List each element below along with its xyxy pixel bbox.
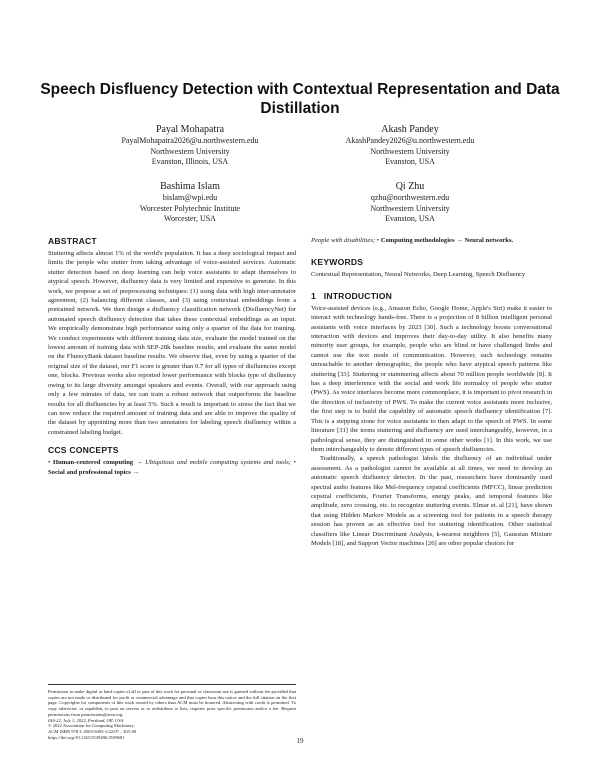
ccs-concepts-right: People with disabilities; • Computing methodologies → Neural networks. (311, 237, 514, 244)
author-affiliation: Northwestern University (150, 146, 230, 156)
author-1 (100, 123, 280, 168)
ccs-concepts-left: • Human-centered computing → Ubiquitous and mobile computing systems and tools; • Social and professional topics → (48, 459, 296, 476)
author-location: Evanston, USA (385, 214, 435, 223)
ccs-item-3-detail: Neural networks. (464, 237, 514, 244)
copyright-text: © 2022 Association for Computing Machinery. (48, 723, 135, 729)
author-2 (320, 123, 500, 168)
author-name: Payal Mohapatra (155, 124, 225, 135)
author-location: Evanston, Illinois, USA (151, 157, 229, 166)
keywords-text: Contextual Representation, Neural Networks, Deep Learning, Speech Disfluency (311, 271, 526, 279)
permission-text: Permission to make digital or hard copies of all or part of this work for personal or classroom use is granted without fee provided that copies are not made or distributed for profit or commercial advantage and that copies bear this notice and the full citation on the first page. Copyrights for components of this work owned by others than ACM must be honored. Abstracting with credit is permitted. To copy otherwise, or republish, to post on servers or to redistribute to lists, requires prior specific permission and/or a fee. Request permissions from permissions@acm.org. (48, 689, 296, 717)
author-email[interactable]: qzhu@northwestern.edu (370, 193, 450, 202)
page-number: 19 (296, 737, 304, 745)
isbn-text: ACM ISBN 978-1-4503-9403-1/22/07... $15.00 (48, 728, 137, 734)
author-name: Bashima Islam (160, 181, 220, 192)
author-affiliation: Northwestern University (370, 146, 450, 156)
introduction-paragraph-1: Voice-assisted devices (e.g., Amazon Echo, Google Home, Apple's Siri) make it easier to interact with technology hands-free. There is a projection of 8 billion intelligent personal assistants with voice interfaces by 2023 [30]. Such a technology boosts conversational interaction with devices and improves their day-to-day utility. It also benefits many minority user groups, for example, people who are blind or have challenged limbs and cannot use the text mode of communication. However, such technology remains unreachable to another demographic, the people who have atypical speech patterns like stuttering [33]. Stuttering or stammering affects about 70 million people worldwide [8]. It has a deep interference with the social and work life normalcy of people who stutter (PWS). As voice interfaces become more commonplace, it is important to pivot research in the direction of inclusivity of PWS. To make the current voice assistants more inclusive, the first step is to build the capability of automatic speech disfluency identification [7]. This is a stepping stone for voice assistants to then adapt to the speech of PWS. In some literature [31] the terms stuttering and disfluency are used interchangeably, however, in a pathological sense, they are distinguished in some other works [1]. In this work, we use them interchangeably to denote different types of speech disfluencies. (311, 304, 552, 453)
left-column (48, 236, 296, 477)
author-name: Akash Pandey (381, 124, 439, 135)
permission-footnote (48, 684, 296, 740)
author-3 (100, 180, 280, 225)
introduction-paragraph-2: Traditionally, a speech pathologist labels the disfluency of an individual under assessment. As a pathologist cannot be available at all times, we need to develop an automatic speech disfluency detector. In the past, researchers have dominantly used spectral audio features like Mel-frequency cepstral coefficients (MFCC), linear prediction cepstral coefficients, Fourier Transforms, energy peaks, and temporal features like amplitude, zero crossing, etc. to recognize stuttering events. Elmar et. al [21], have shown that using Hidden Markov Models as a screening tool for patients in a speech therapy session has proven as an effective tool for stuttering identification. Other statistical classifiers like Linear Discriminant Analysis, k-nearest neighbors [5], Gaussian Mixture Models [18], and Support Vector machines [26] are other popular choices for (311, 455, 552, 547)
author-affiliation: Northwestern University (370, 203, 450, 213)
ccs-item-1-detail: Ubiquitous and mobile computing systems and tools; (145, 459, 292, 467)
author-location: Worcester, USA (164, 214, 216, 223)
ccs-item-2-detail: People with disabilities; (311, 237, 376, 244)
author-email[interactable]: AkashPandey2026@u.northwestern.edu (345, 136, 475, 145)
venue-text: IAS-22, July 1, 2022, Portland, OR, USA (48, 717, 124, 723)
abstract-text: Stuttering affects almost 1% of the world's population. It has a deep sociological impact and limits the people who stutter from taking advantage of voice-assisted services. Automatic stutter detection based on deep learning can help voice assistants to adapt themselves to atypical speech. However, disfluency data is very limited and expensive to generate. In this work, we propose a set of preprocessing techniques: (1) using data with high inter-annotator agreement, (2) balancing different classes, and (3) using contextual embeddings from a pretrained network. We then design a disfluency classification network (DisfluencyNet) for automated speech disfluency detection that takes these contextual embeddings as an input. We empirically demonstrate high performance using only a quarter of the data for training. We conduct experiments with different training data size, evaluate the model trained on the lowest amount of training data with SEP-28k baseline results, and evaluate the same model on the FluencyBank dataset baseline results. We observe that, even by using a quarter of the original size of the dataset, our F1 score is greater than 0.7 for all types of disfluencies except one, blocks. Previous works also reported lower performance with blocks type of disfluency owing to its large diversity amongst speakers and events. Overall, with our approach using only a few minutes of data, we can train a robust network that outperforms the baseline results for all disfluencies by at least 5%. Such a result is important to stress the fact that we can now reduce the required amount of training data and are able to improve the quality of the dataset by appointing more than two annotators for labeling speech disfluency within a constrained labeling budget. (48, 250, 296, 436)
author-name: Qi Zhu (395, 181, 425, 192)
ccs-item-2: Social and professional topics (48, 468, 131, 476)
author-email[interactable]: bislam@wpi.edu (162, 193, 218, 202)
right-column (311, 236, 552, 548)
author-email[interactable]: PayalMohapatra2026@u.northwestern.edu (121, 136, 259, 145)
introduction-heading: 1 INTRODUCTION (311, 290, 393, 301)
author-affiliation: Worcester Polytechnic Institute (139, 203, 241, 213)
ccs-item-3: Computing methodologies (380, 237, 455, 244)
paper-title: Speech Disfluency Detection with Contextual Representation and Data Distillation (40, 81, 560, 117)
keywords-heading: KEYWORDS (311, 257, 364, 268)
abstract-heading: ABSTRACT (48, 236, 97, 246)
author-location: Evanston, USA (385, 157, 435, 166)
doi-link[interactable]: https://doi.org/10.1145/3539490.3539601 (48, 734, 125, 740)
ccs-item-1: Human-centered computing (52, 459, 134, 467)
author-4 (320, 180, 500, 225)
ccs-heading: CCS CONCEPTS (48, 445, 119, 456)
